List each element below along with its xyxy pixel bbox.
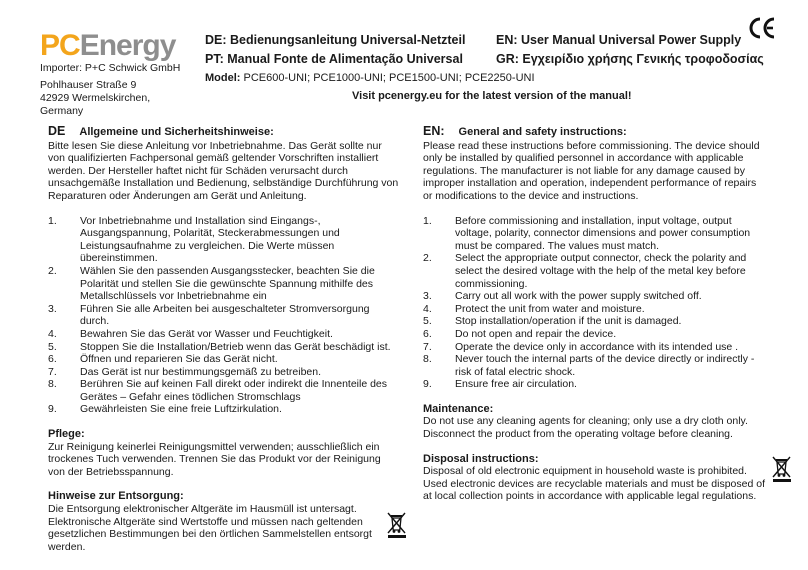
list-item [423, 290, 768, 303]
address-line: Pohlhauser Straße 9 [40, 79, 137, 91]
step-number: 1. [423, 214, 432, 227]
step-text: Protect the unit from water and moisture. [455, 302, 645, 315]
steps-en [423, 215, 768, 391]
titles-en-gr [496, 31, 764, 69]
list-item [48, 341, 400, 354]
model-label: Model: [205, 72, 241, 84]
step-text: Berühren Sie auf keinen Fall direkt oder indirekt die Innenteile des Gerätes – Gefahr eines tödlichen Stromschlags [80, 378, 388, 403]
step-number: 9. [423, 378, 432, 391]
step-text: Before commissioning and installation, input voltage, output voltage, polarity, connector dimensions and power consumption must be compared. The values must match. [455, 214, 751, 252]
titles-de-pt [205, 31, 465, 69]
care-heading-de: Pflege: [48, 428, 85, 441]
title-de: DE: Bedienungsanleitung Universal-Netzteil [205, 33, 466, 47]
step-text: Ensure free air circulation. [455, 378, 577, 391]
step-text: Wählen Sie den passenden Ausgangsstecker, beachten Sie die Polarität und stellen Sie die gewünschte Spannung mithilfe des Metallschlüssels vor Inbetriebnahme ein [80, 264, 375, 303]
title-en: EN: User Manual Universal Power Supply [496, 33, 742, 47]
importer-block [40, 62, 180, 118]
step-text: Öffnen und reparieren Sie das Gerät nicht. [80, 353, 278, 366]
step-number: 5. [423, 315, 432, 328]
step-number: 7. [48, 365, 57, 378]
step-number: 3. [423, 290, 432, 303]
step-text: Das Gerät ist nur bestimmungsgemäß zu betreiben. [80, 365, 322, 378]
step-text: Operate the device only in accordance with its intended use . [455, 340, 739, 353]
logo-pc: PC [40, 29, 80, 62]
list-item [423, 353, 768, 378]
step-number: 9. [48, 403, 57, 416]
importer-name: Importer: P+C Schwick GmbH [40, 62, 181, 74]
step-number: 6. [48, 353, 57, 366]
step-number: 6. [423, 327, 432, 340]
disposal-text-de: Die Entsorgung elektronischer Altgeräte im Hausmüll ist untersagt. Elektronische Altgeräte sind Wertstoffe und müssen nach geltenden gesetzlichen Bestimmungen bei den örtlichen Sammelstellen entsorgt werden. [48, 503, 372, 553]
step-number: 8. [423, 353, 432, 366]
step-text: Stop installation/operation if the unit is damaged. [455, 315, 682, 328]
list-item [48, 303, 400, 328]
disposal-heading-en: Disposal instructions: [423, 452, 539, 465]
step-number: 2. [48, 264, 57, 277]
step-number: 5. [48, 340, 57, 353]
list-item [48, 353, 400, 366]
lang-code-de: DE [48, 124, 66, 138]
care-heading-en: Maintenance: [423, 402, 494, 415]
title-pt: PT: Manual Fonte de Alimentação Universal [205, 52, 463, 66]
brand-logo [40, 31, 175, 61]
care-text-de: Zur Reinigung keinerlei Reinigungsmittel verwenden; ausschließlich ein trockenes Tuch verwenden. Trennen Sie das Produkt vor der Reinigung von der Betriebsspannung. [48, 440, 381, 478]
step-text: Bewahren Sie das Gerät vor Wasser und Feuchtigkeit. [80, 327, 333, 340]
step-text: Vor Inbetriebnahme und Installation sind Eingangs-, Ausgangspannung, Polarität, Steckerabmessungen und Leistungsaufnahme zu vergleichen. Die Werte müssen übereinstimmen. [80, 214, 340, 265]
disposal-text-en: Disposal of old electronic equipment in household waste is prohibited. Used electronic devices are recyclable materials and must be disposed of at local collection points in accordance with applicable legal regulations. [423, 465, 766, 503]
intro-de: Bitte lesen Sie diese Anleitung vor Inbetriebnahme. Das Gerät sollte nur von qualifizierten Fachpersonal gemäß geltender Vorschriften installiert werden. Der Hersteller haftet nicht für Schäden verursacht durch unsachgemäße Installation und Bedienung, selbständige Durchführung von Reparaturen oder Änderungen am Gerät und Anleitung. [48, 139, 399, 202]
step-text: Stoppen Sie die Installation/Betrieb wenn das Gerät beschädigt ist. [80, 340, 391, 353]
disposal-heading-de: Hinweise zur Entsorgung: [48, 490, 184, 503]
step-number: 8. [48, 378, 57, 391]
visit-notice: Visit pcenergy.eu for the latest version of the manual! [352, 90, 632, 102]
list-item [423, 303, 768, 316]
importer-address [40, 79, 180, 118]
step-number: 4. [48, 327, 57, 340]
list-item [48, 328, 400, 341]
list-item [423, 315, 768, 328]
address-line: 42929 Wermelskirchen, [40, 92, 151, 104]
list-item [423, 252, 768, 290]
crossed-bin-icon [771, 455, 793, 483]
model-values: PCE600-UNI; PCE1000-UNI; PCE1500-UNI; PCE2250-UNI [240, 72, 535, 84]
list-item [423, 215, 768, 253]
step-number: 1. [48, 214, 57, 227]
lang-code-en: EN: [423, 124, 445, 138]
ce-mark-icon [748, 16, 776, 40]
list-item [48, 265, 400, 303]
list-item [48, 378, 400, 403]
step-text: Select the appropriate output connector, check the polarity and select the desired voltage with the help of the metal key before commissioning. [455, 252, 747, 290]
heading-text: Allgemeine und Sicherheitshinweise: [79, 126, 274, 138]
step-number: 3. [48, 302, 57, 315]
steps-de [48, 215, 400, 417]
address-line: Germany [40, 105, 84, 117]
step-text: Gewährleisten Sie eine freie Luftzirkulation. [80, 403, 282, 416]
crossed-bin-icon [386, 511, 408, 539]
care-text-en: Do not use any cleaning agents for cleaning; only use a dry cloth only. Disconnect the product from the operating voltage before cleaning. [423, 415, 748, 441]
step-number: 4. [423, 302, 432, 315]
step-text: Führen Sie alle Arbeiten bei ausgeschalteter Stromversorgung durch. [80, 302, 370, 328]
list-item [423, 328, 768, 341]
step-text: Carry out all work with the power supply switched off. [455, 290, 702, 303]
step-number: 7. [423, 340, 432, 353]
model-line [205, 72, 535, 85]
section-heading-de [48, 125, 400, 139]
heading-text: General and safety instructions: [458, 126, 627, 138]
intro-en: Please read these instructions before commissioning. The device should only be installed by qualified personnel in accordance with applicable regulations. The manufacturer is not liable for any damage caused by improper installation and operation, independent performance of repairs or modifications to the device and instructions. [423, 139, 760, 202]
list-item [48, 215, 400, 265]
list-item [48, 403, 400, 416]
logo-energy: Energy [79, 29, 176, 62]
column-de [48, 125, 400, 565]
title-gr: GR: Εγχειρίδιο χρήσης Γενικής τροφοδοσίας [496, 52, 764, 66]
step-number: 2. [423, 252, 432, 265]
column-en [423, 125, 768, 515]
list-item [423, 341, 768, 354]
section-heading-en [423, 125, 768, 139]
step-text: Never touch the internal parts of the device directly or indirectly - risk of fatal electric shock. [455, 353, 755, 378]
list-item [423, 378, 768, 391]
step-text: Do not open and repair the device. [455, 327, 617, 340]
list-item [48, 366, 400, 379]
